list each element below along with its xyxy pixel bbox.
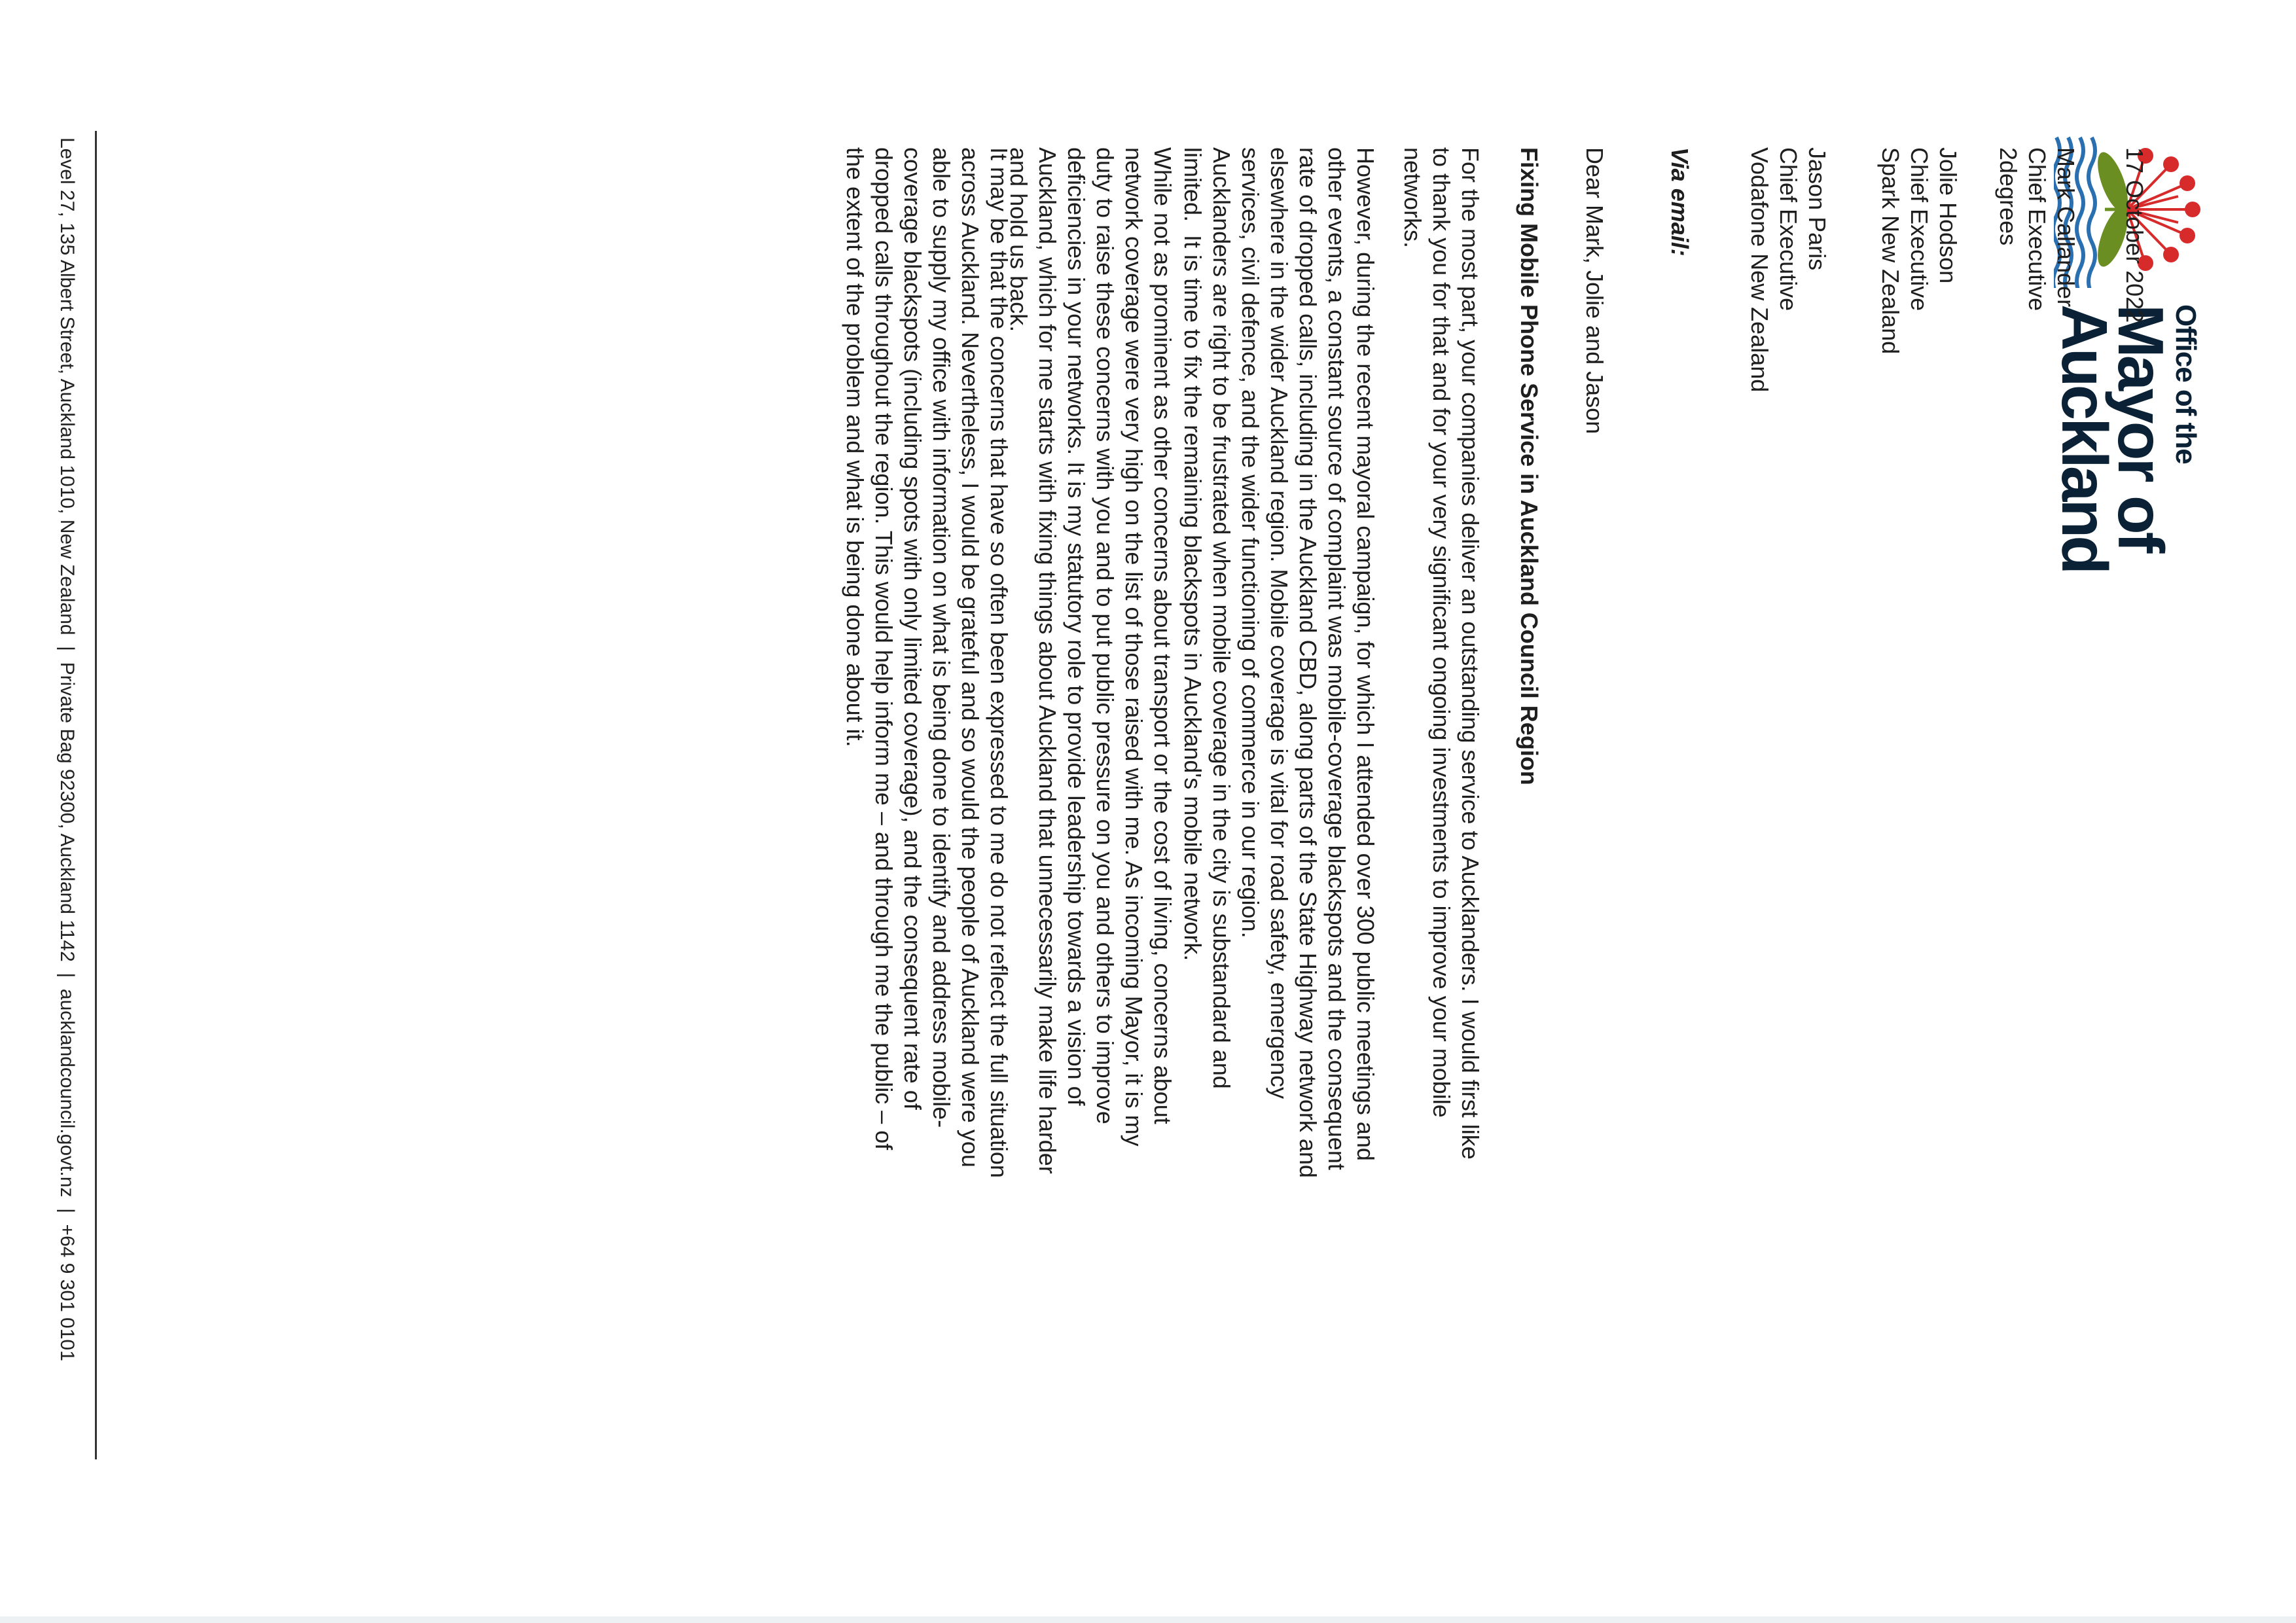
paragraph-text: For the most part, your companies deliver an outstanding service to Aucklanders. I would first like to thank you for that and for your very significant ongoing investments to improve your mobile networks. (1399, 147, 1484, 1160)
recipient-title: Chief Executive (1775, 147, 1802, 312)
logo-line-office: Office of the (2170, 304, 2202, 464)
paragraph-text: Aucklanders are right to be frustrated when mobile coverage in the city is substandard and limited. It is time to fix the remaining blackspots in Auckland's mobile network. (1179, 147, 1235, 1089)
recipient-org: 2degrees (1995, 147, 2022, 246)
body-paragraph (1178, 147, 1236, 1234)
body-paragraph (1236, 147, 1380, 1234)
recipient-block (1876, 147, 1962, 1234)
delivery-method: Via email: (1666, 147, 1693, 257)
letter-subject: Fixing Mobile Phone Service in Auckland Council Region (1516, 147, 1543, 785)
body-paragraph (1398, 147, 1484, 1234)
paragraph-text: It may be that the concerns that have so often been expressed to me do not reflect the full situation across Auckland. Nevertheless, I would be grateful and so would the people of Auckland were you able to supply my office with information on what is being done to identify and address mobile- coverage blackspots (including spots with only limited coverage), and the consequent rate of dropped calls throughout the region. This would help inform me – and through me the public – of the extent of the problem and what is being done about it. (842, 147, 1013, 1178)
recipient-name: Jolie Hodson (1935, 147, 1962, 284)
logo-line-auckland: Auckland (2049, 304, 2121, 573)
recipient-title: Chief Executive (1906, 147, 1933, 312)
letter-date: 17 October 2022 (2121, 147, 2148, 323)
recipient-name: Mark Callander (2053, 147, 2079, 308)
logo-line-mayor: Mayor of (2105, 304, 2177, 551)
footer-contact: Level 27, 135 Albert Street, Auckland 1010, New Zealand | Private Bag 92300, Auckland 1142 | aucklandcouncil.govt.nz | +64 9 301 0101 (56, 137, 78, 1361)
recipient-name: Jason Paris (1804, 147, 1831, 271)
body-paragraph (840, 147, 1013, 1234)
recipient-block (1745, 147, 1831, 1234)
recipient-block (1994, 147, 2080, 1234)
recipient-org: Spark New Zealand (1877, 147, 1904, 355)
recipient-title: Chief Executive (2024, 147, 2051, 312)
salutation: Dear Mark, Jolie and Jason (1581, 147, 1608, 435)
footer-divider (95, 131, 97, 1459)
paragraph-text: However, during the recent mayoral campaign, for which I attended over 300 public meetings and other events, a constant source of complaint was mobile-coverage blackspots and the consequent rate of dropped calls, including in the Auckland CBD, along parts of the State Highway network and elsewhere in the wider Auckland region. Mobile coverage is vital for road safety, emergency services, civil defence, and the wider functioning of commerce in our region. (1237, 147, 1379, 1178)
recipient-org: Vodafone New Zealand (1746, 147, 1773, 393)
body-paragraph (1004, 147, 1177, 1234)
paragraph-text: While not as prominent as other concerns about transport or the cost of living, concerns about network coverage were very high on the list of those raised with me. As incoming Mayor, it is my duty to raise these concerns with you and to put public pressure on you and others to improve deficiencies in your networks. It is my statutory role to provide leadership towards a vision of Auckland, which for me starts with fixing things about Auckland that unnecessarily make life harder and hold us back. (1005, 147, 1176, 1174)
